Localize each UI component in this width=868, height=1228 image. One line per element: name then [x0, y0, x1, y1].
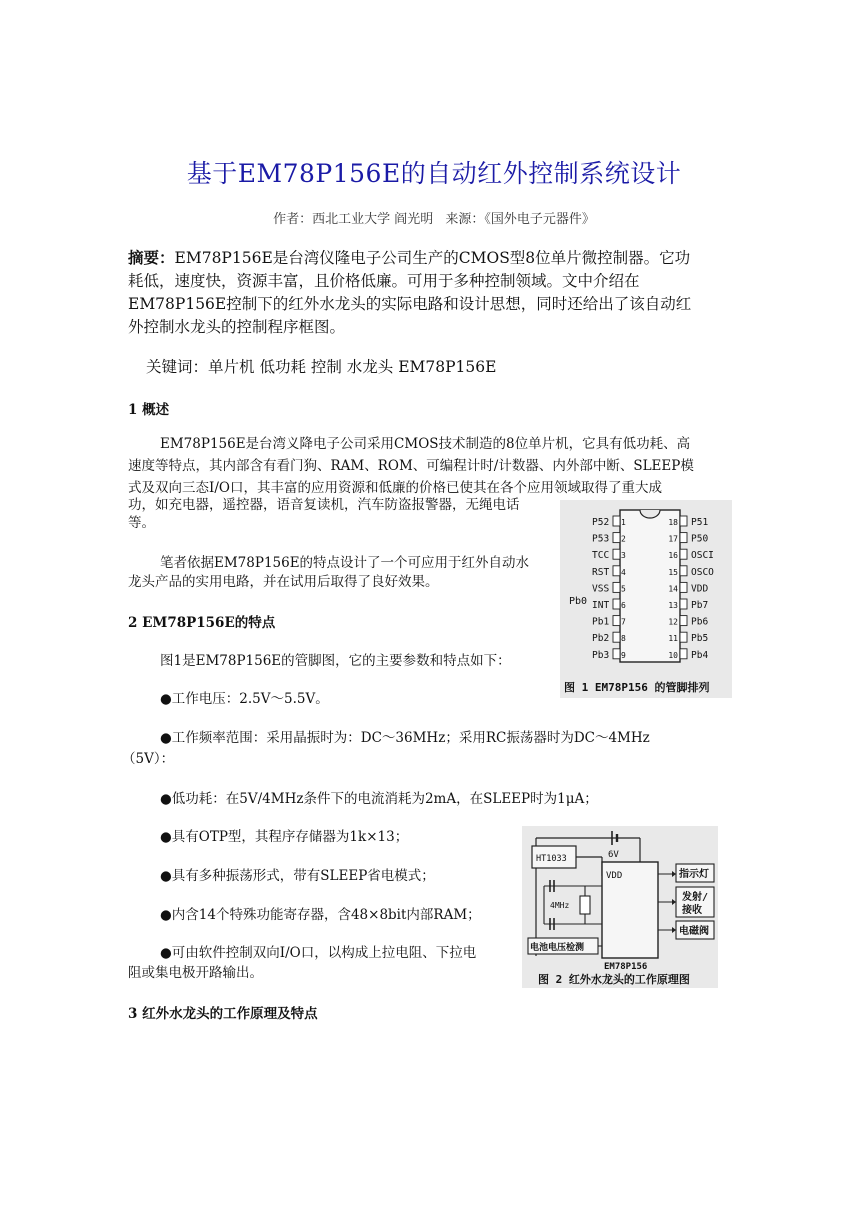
pin-box — [680, 582, 687, 592]
bullet-item: ●具有多种振荡形式，带有SLEEP省电模式； — [160, 868, 435, 884]
pin-name: P53 — [592, 533, 610, 545]
pin-number: 4 — [621, 567, 626, 577]
pin-name: P51 — [691, 517, 709, 528]
pin-number: 5 — [621, 584, 626, 594]
pin-name: INT — [592, 600, 610, 611]
pin-box — [613, 616, 620, 626]
section-heading: 2 EM78P156E的特点 — [128, 615, 276, 631]
pin-box — [613, 582, 620, 592]
pin-box — [680, 599, 687, 609]
abstract-label: 摘要： — [128, 248, 175, 267]
pin-box — [680, 516, 687, 526]
abstract-line: EM78P156E是台湾仪隆电子公司生产的CMOS型8位单片微控制器。它功 — [174, 249, 691, 267]
figure-pin-diagram — [560, 500, 732, 698]
pin-number: 3 — [621, 551, 626, 561]
pin-number: 18 — [668, 518, 678, 527]
arrow — [672, 927, 676, 933]
pin-name: Pb6 — [691, 616, 709, 628]
document-title: 基于EM78P156E的自动红外控制系统设计 — [186, 159, 682, 188]
pin-name: Pb7 — [691, 600, 709, 611]
keywords — [146, 355, 496, 377]
pin-number: 17 — [668, 534, 678, 544]
pin-box — [613, 632, 620, 642]
output-label: 发射/ — [682, 892, 709, 903]
keywords-label: 关键词： — [146, 358, 209, 376]
pin-name: TCC — [592, 550, 610, 562]
pin-name: Pb3 — [592, 649, 610, 661]
paragraph-line: 式及双向三态I/O口，其丰富的应用资源和低廉的价格已使其在各个应用领域取得了重大成 — [128, 480, 662, 496]
pin-number: 12 — [668, 617, 678, 627]
pin-number: 14 — [668, 584, 678, 594]
pin-name: VSS — [592, 583, 610, 595]
arrow — [672, 899, 676, 905]
ht1033-label: HT1033 — [536, 854, 567, 864]
pin-number: 7 — [621, 617, 626, 627]
section-heading: 1 概述 — [128, 402, 170, 418]
bullet-item: ●低功耗：在5V/4MHz条件下的电流消耗为2mA，在SLEEP时为1μA； — [160, 791, 598, 807]
pin-box — [680, 549, 687, 559]
battery-detect-label: 电池电压检测 — [530, 943, 585, 953]
output-label: 指示灯 — [679, 869, 709, 880]
abstract-line: 外控制水龙头的控制程序框图。 — [128, 318, 346, 336]
paragraph-line: EM78P156E是台湾义降电子公司采用CMOS技术制造的8位单片机，它具有低功耗、高 — [160, 436, 691, 452]
pin-number: 13 — [668, 601, 678, 610]
abstract-line: EM78P156E控制下的红外水龙头的实际电路和设计思想，同时还给出了该自动红 — [128, 295, 692, 313]
pin-name: P50 — [691, 533, 709, 545]
pin-box — [680, 566, 687, 576]
paragraph-line: 速度等特点，其内部含有看门狗、RAM、ROM、可编程计时/计数器、内外部中断、SLEEP模 — [128, 458, 694, 474]
bullet-item: （5V）： — [122, 751, 175, 767]
pin-box — [680, 533, 687, 543]
output-label: 接收 — [682, 905, 702, 916]
vdd-label: VDD — [606, 871, 623, 881]
paragraph-line: 等。 — [128, 515, 155, 531]
pin-name: P52 — [592, 517, 610, 528]
bullet-item: ●具有OTP型，其程序存储器为1k×13； — [160, 829, 409, 845]
paragraph-line: 图1是EM78P156E的管脚图，它的主要参数和特点如下： — [160, 653, 511, 669]
pin-name: RST — [592, 566, 610, 578]
abstract — [128, 246, 740, 339]
section-heading: 3 红外水龙头的工作原理及特点 — [128, 1006, 318, 1022]
arrow — [672, 871, 676, 877]
pin-box — [613, 516, 620, 526]
output-label: 电磁阀 — [679, 926, 709, 937]
pin-number: 10 — [668, 650, 678, 660]
paragraph-line: 笔者依据EM78P156E的特点设计了一个可应用于红外自动水 — [160, 555, 530, 571]
crystal-symbol — [580, 896, 590, 914]
pin-name: Pb1 — [592, 616, 610, 628]
figure-circuit-diagram — [522, 826, 718, 988]
pin-box — [613, 649, 620, 659]
pin-number: 2 — [621, 534, 626, 544]
pin-box — [613, 599, 620, 609]
pin-box — [680, 649, 687, 659]
mcu-label: EM78P156 — [604, 962, 648, 972]
source-text: 来源：《国外电子元器件》 — [445, 212, 595, 227]
bullet-item: ●工作频率范围：采用晶振时为：DC～36MHz；采用RC振荡器时为DC～4MHz — [160, 730, 650, 746]
pin-number: 1 — [621, 518, 626, 527]
pin-name: OSCO — [691, 566, 714, 578]
battery-label: 6V — [608, 850, 619, 860]
pin-number: 6 — [621, 601, 626, 610]
paragraph-line: 龙头产品的实用电路，并在试用后取得了良好效果。 — [128, 574, 439, 590]
pin-name: Pb5 — [691, 633, 709, 645]
pin-number: 15 — [668, 567, 678, 577]
pin-name: Pb4 — [691, 649, 709, 661]
keywords-text: 单片机 低功耗 控制 水龙头 EM78P156E — [208, 358, 497, 376]
bullet-item: 阻或集电极开路输出。 — [128, 965, 263, 981]
crystal-label: 4MHz — [550, 901, 570, 910]
pin-name: VDD — [691, 583, 709, 595]
pb0-label: Pb0 — [569, 596, 588, 607]
pin-box — [680, 616, 687, 626]
pin-number: 8 — [621, 634, 626, 644]
pin-name: Pb2 — [592, 633, 610, 645]
pin-box — [613, 533, 620, 543]
pin-box — [613, 566, 620, 576]
pin-number: 9 — [621, 650, 626, 660]
figure-caption: 图 1 EM78P156 的管脚排列 — [564, 681, 710, 694]
pin-box — [613, 549, 620, 559]
pin-number: 16 — [668, 551, 678, 561]
bullet-item: ●工作电压：2.5V～5.5V。 — [160, 691, 329, 707]
author-text: 作者：西北工业大学 阎光明 — [273, 212, 434, 227]
paragraph-line: 功，如充电器，遥控器，语音复读机，汽车防盗报警器，无绳电话 — [128, 497, 520, 513]
bullet-item: ●内含14个特殊功能寄存器，含48×8bit内部RAM； — [160, 907, 481, 923]
figure-caption: 图 2 红外水龙头的工作原理图 — [538, 973, 690, 986]
pin-number: 11 — [668, 634, 678, 644]
pin-name: OSCI — [691, 550, 714, 562]
bullet-item: ●可由软件控制双向I/O口，以构成上拉电阻、下拉电 — [160, 945, 477, 961]
abstract-line: 耗低，速度快，资源丰富，且价格低廉。可用于多种控制领域。文中介绍在 — [128, 272, 640, 290]
byline — [0, 208, 868, 227]
pin-box — [680, 632, 687, 642]
